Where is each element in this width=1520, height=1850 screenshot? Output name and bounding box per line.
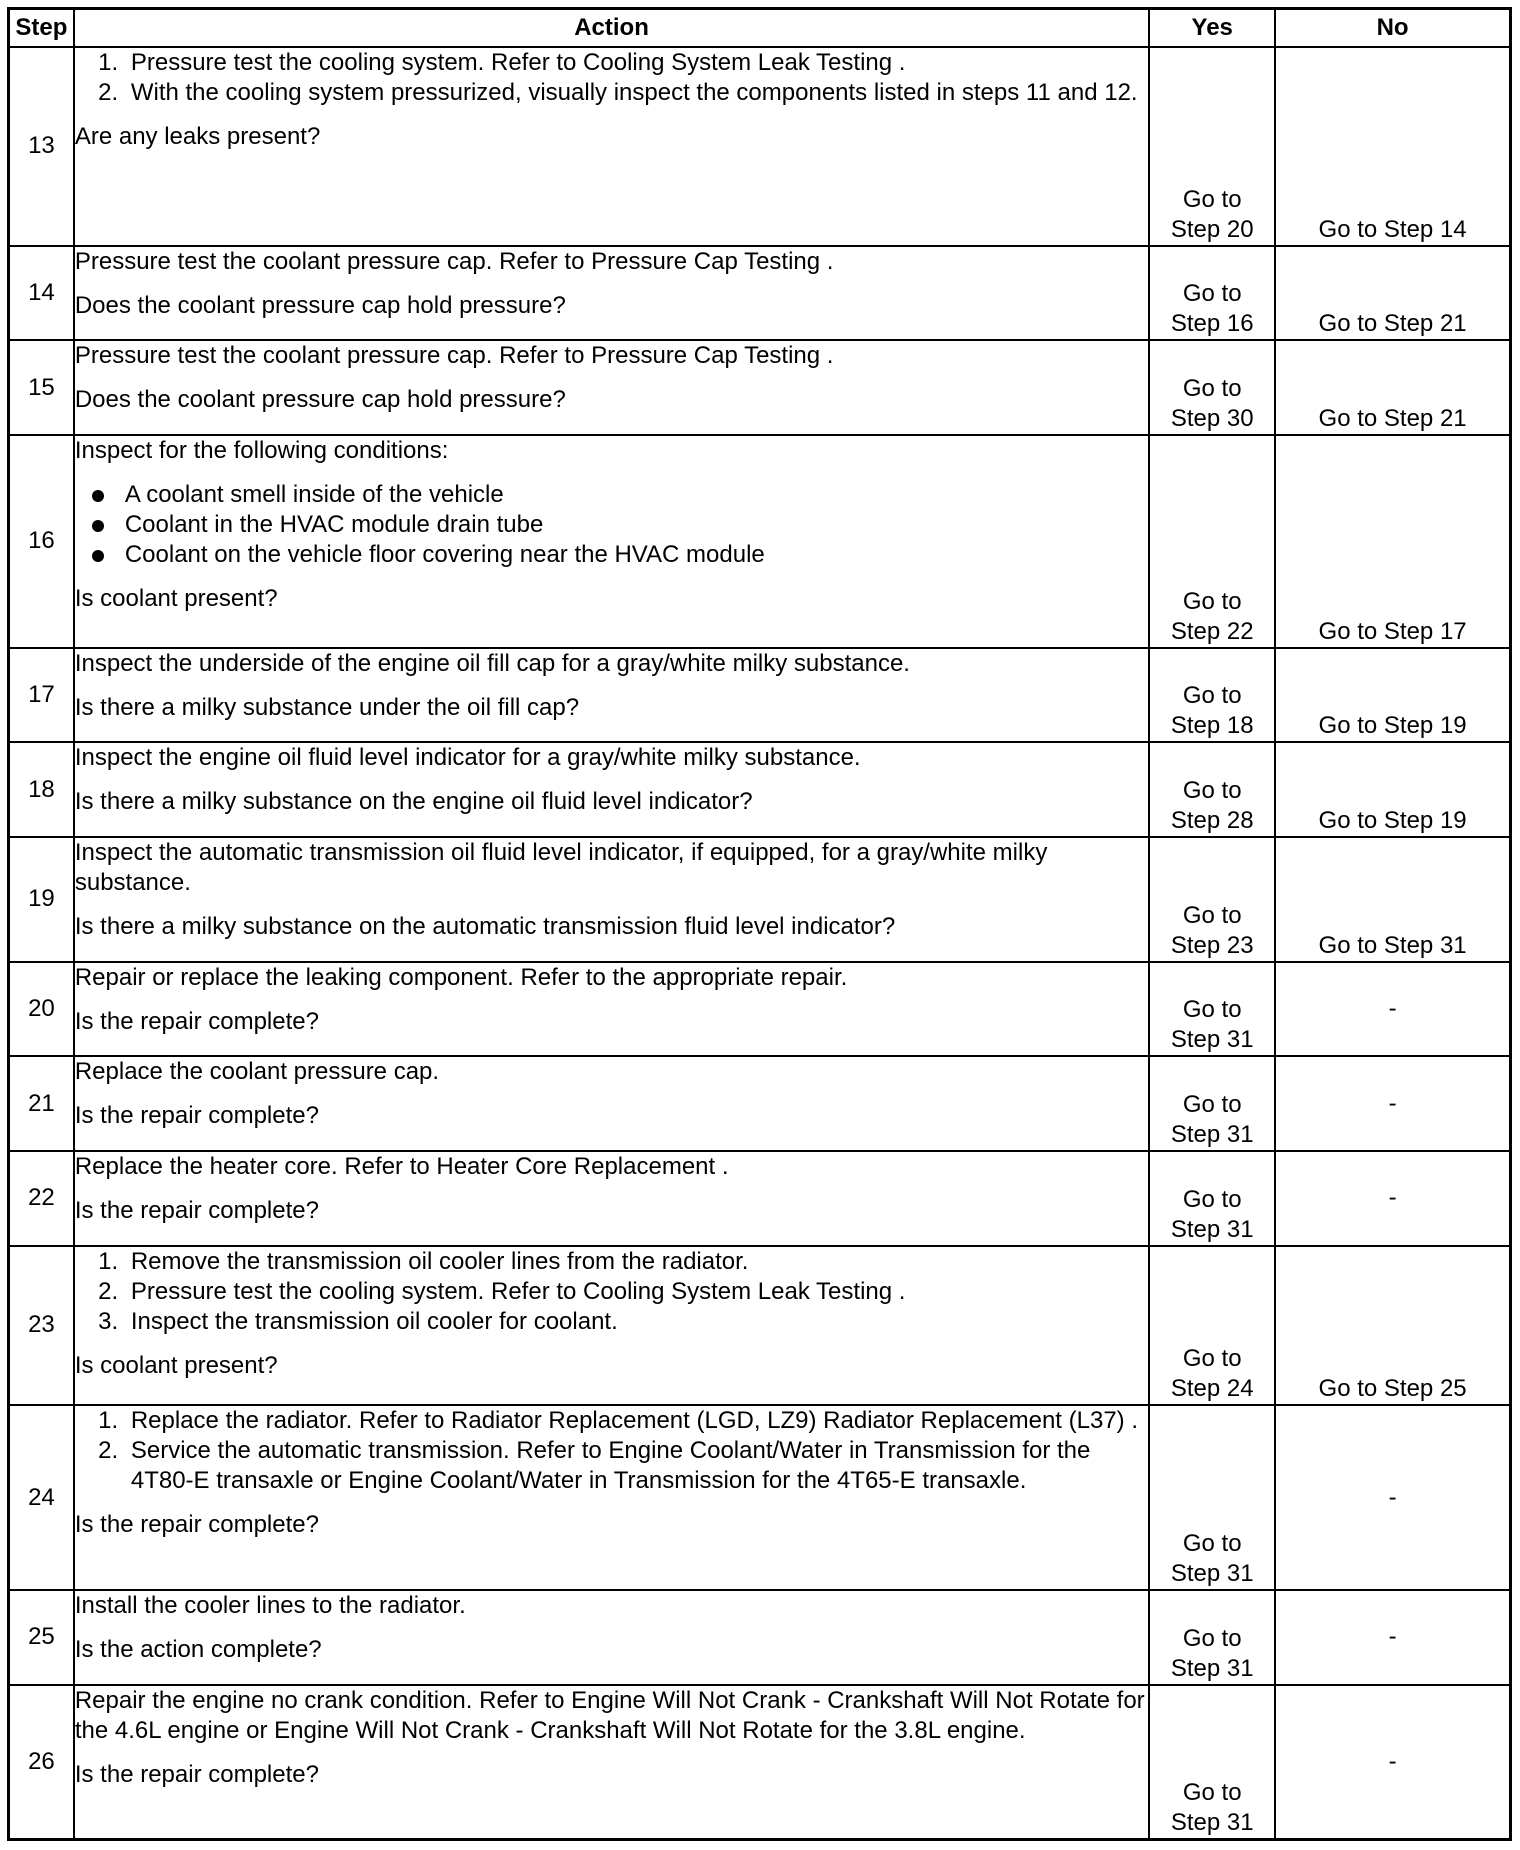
action-text: Repair or replace the leaking component. Refer to the appropriate repair.: [74, 963, 848, 991]
step-number: 15: [9, 340, 74, 435]
yes-goto-label: Go to: [1182, 375, 1242, 403]
yes-step-target: Step 31: [1170, 1809, 1254, 1836]
action-text: Inspect for the following conditions:: [74, 437, 449, 465]
action-cell: [74, 1590, 1149, 1685]
yes-cell: [1149, 1246, 1275, 1405]
numbered-step: 2. Service the automatic transmission. Refer to Engine Coolant/Water in Transmission for the 4T80-E transaxle or Engine Coolant/Water in Transmission for the 4T65-E transaxle.: [125, 1436, 1148, 1496]
action-text: Replace the heater core. Refer to Heater Core Replacement .: [74, 1153, 729, 1181]
step-number: 26: [9, 1685, 74, 1840]
yes-step-target: Step 20: [1170, 215, 1254, 243]
yes-goto-label: Go to: [1182, 1091, 1242, 1119]
yes-cell: [1149, 1590, 1275, 1685]
yes-step-target: Step 18: [1170, 712, 1254, 740]
yes-step-target: Step 31: [1170, 1654, 1254, 1682]
action-cell: [74, 246, 1149, 341]
yes-cell: [1149, 340, 1275, 435]
step-number: 16: [9, 435, 74, 648]
action-cell: [74, 435, 1149, 648]
step-number: 22: [9, 1151, 74, 1246]
action-cell: [74, 1151, 1149, 1246]
yes-step-target: Step 30: [1170, 405, 1254, 433]
yes-goto-label: Go to: [1182, 185, 1242, 213]
header-yes: Yes: [1149, 9, 1275, 48]
action-text: Repair the engine no crank condition. Refer to Engine Will Not Crank - Crankshaft Will Not Rotate for the 4.6L engine or Engine Will Not Crank - Crankshaft Will Not Rotate for the 3.8L engine.: [74, 1686, 1145, 1744]
diagnostic-table: [7, 7, 1512, 1841]
no-cell: Go to Step 17: [1275, 435, 1510, 648]
yes-goto-label: Go to: [1182, 1345, 1242, 1373]
action-question: Is the repair complete?: [74, 1760, 319, 1788]
step-number: 13: [9, 47, 74, 246]
action-question: Is coolant present?: [74, 1351, 278, 1379]
bullet-item: [125, 480, 1148, 510]
no-cell: -: [1275, 1405, 1510, 1590]
yes-goto-label: Go to: [1182, 1624, 1242, 1652]
step-number: 21: [9, 1056, 74, 1151]
header-action: Action: [74, 9, 1149, 48]
action-question: Is there a milky substance on the engine oil fluid level indicator?: [74, 788, 753, 816]
yes-cell: [1149, 1685, 1275, 1840]
yes-goto-label: Go to: [1182, 682, 1242, 710]
action-cell: [74, 648, 1149, 743]
action-text: Pressure test the coolant pressure cap. Refer to Pressure Cap Testing .: [74, 342, 834, 370]
table-row: [9, 246, 1511, 341]
yes-cell: [1149, 435, 1275, 648]
step-number: 20: [9, 962, 74, 1057]
numbered-step: 1. Remove the transmission oil cooler lines from the radiator.: [125, 1247, 1148, 1277]
action-question: Is the repair complete?: [74, 1511, 319, 1539]
yes-cell: [1149, 742, 1275, 837]
no-cell: Go to Step 21: [1275, 340, 1510, 435]
header-no: No: [1275, 9, 1510, 48]
yes-step-target: Step 31: [1170, 1026, 1254, 1054]
table-body: [9, 47, 1511, 1840]
yes-cell: [1149, 1405, 1275, 1590]
table-row: [9, 837, 1511, 962]
no-cell: Go to Step 31: [1275, 837, 1510, 962]
action-cell: [74, 47, 1149, 246]
bullet-text: Coolant in the HVAC module drain tube: [124, 511, 544, 539]
yes-goto-label: Go to: [1182, 996, 1242, 1024]
action-question: Does the coolant pressure cap hold pressure?: [74, 386, 566, 414]
action-question: Is the repair complete?: [74, 1102, 319, 1130]
yes-cell: [1149, 837, 1275, 962]
action-text: Pressure test the coolant pressure cap. Refer to Pressure Cap Testing .: [74, 247, 834, 275]
yes-goto-label: Go to: [1182, 1779, 1242, 1806]
no-cell: -: [1275, 1685, 1510, 1840]
no-cell: Go to Step 19: [1275, 742, 1510, 837]
bullet-text: A coolant smell inside of the vehicle: [124, 481, 504, 509]
numbered-step: 2. Pressure test the cooling system. Refer to Cooling System Leak Testing .: [125, 1277, 1148, 1307]
numbered-steps: [75, 1406, 1148, 1496]
yes-cell: [1149, 246, 1275, 341]
bullet-list: [75, 480, 1148, 570]
action-question: Is the repair complete?: [74, 1007, 319, 1035]
yes-goto-label: Go to: [1182, 587, 1242, 615]
action-question: Are any leaks present?: [74, 123, 321, 150]
action-text: Inspect the underside of the engine oil fill cap for a gray/white milky substance.: [74, 649, 910, 677]
yes-step-target: Step 31: [1170, 1121, 1254, 1149]
no-cell: -: [1275, 1151, 1510, 1246]
yes-goto-label: Go to: [1182, 280, 1242, 308]
numbered-steps: [75, 48, 1148, 108]
no-cell: Go to Step 25: [1275, 1246, 1510, 1405]
yes-step-target: Step 31: [1170, 1559, 1254, 1587]
yes-cell: [1149, 648, 1275, 743]
numbered-steps: [75, 1247, 1148, 1337]
numbered-step: 1. Replace the radiator. Refer to Radiator Replacement (LGD, LZ9) Radiator Replacement (L37) .: [125, 1406, 1148, 1436]
table-row: [9, 1590, 1511, 1685]
yes-goto-label: Go to: [1182, 901, 1242, 929]
numbered-step: 2. With the cooling system pressurized, visually inspect the components listed in steps 11 and 12.: [125, 78, 1148, 108]
table-row: [9, 1246, 1511, 1405]
table-row: [9, 1685, 1511, 1840]
bullet-dot-icon: [92, 520, 104, 532]
yes-goto-label: Go to: [1182, 776, 1242, 804]
action-text: Replace the coolant pressure cap.: [74, 1058, 440, 1086]
step-number: 14: [9, 246, 74, 341]
yes-step-target: Step 28: [1170, 806, 1254, 834]
no-cell: -: [1275, 1590, 1510, 1685]
action-cell: [74, 340, 1149, 435]
yes-cell: [1149, 962, 1275, 1057]
step-number: 18: [9, 742, 74, 837]
numbered-step: 1. Pressure test the cooling system. Refer to Cooling System Leak Testing .: [125, 48, 1148, 78]
action-cell: [74, 1405, 1149, 1590]
table-row: [9, 1056, 1511, 1151]
action-question: Does the coolant pressure cap hold pressure?: [74, 291, 566, 319]
action-cell: [74, 1685, 1149, 1840]
action-question: Is coolant present?: [74, 585, 278, 613]
action-cell: [74, 1056, 1149, 1151]
no-cell: -: [1275, 1056, 1510, 1151]
yes-goto-label: Go to: [1182, 1529, 1242, 1557]
yes-step-target: Step 31: [1170, 1215, 1254, 1243]
numbered-step: 3. Inspect the transmission oil cooler for coolant.: [125, 1307, 1148, 1337]
yes-cell: [1149, 1056, 1275, 1151]
action-text: Install the cooler lines to the radiator.: [74, 1591, 466, 1619]
action-question: Is the repair complete?: [74, 1197, 319, 1225]
yes-goto-label: Go to: [1182, 1185, 1242, 1213]
yes-cell: [1149, 47, 1275, 246]
step-number: 23: [9, 1246, 74, 1405]
action-text: Inspect the automatic transmission oil fluid level indicator, if equipped, for a gray/white milky substance.: [74, 838, 1048, 896]
action-cell: [74, 742, 1149, 837]
table-row: [9, 435, 1511, 648]
yes-cell: [1149, 1151, 1275, 1246]
header-step: Step: [9, 9, 74, 48]
yes-step-target: Step 16: [1170, 310, 1254, 338]
table-row: [9, 47, 1511, 246]
no-cell: Go to Step 21: [1275, 246, 1510, 341]
action-cell: [74, 837, 1149, 962]
table-row: [9, 1151, 1511, 1246]
bullet-item: [125, 510, 1148, 540]
table-row: [9, 742, 1511, 837]
step-number: 17: [9, 648, 74, 743]
table-row: [9, 340, 1511, 435]
no-cell: Go to Step 14: [1275, 47, 1510, 246]
action-question: Is the action complete?: [74, 1635, 322, 1663]
no-cell: -: [1275, 962, 1510, 1057]
bullet-dot-icon: [92, 550, 104, 562]
table-row: [9, 648, 1511, 743]
step-number: 24: [9, 1405, 74, 1590]
bullet-dot-icon: [92, 490, 104, 502]
action-question: Is there a milky substance on the automatic transmission fluid level indicator?: [74, 912, 896, 940]
yes-step-target: Step 24: [1170, 1375, 1254, 1403]
action-text: Inspect the engine oil fluid level indicator for a gray/white milky substance.: [74, 744, 861, 772]
yes-step-target: Step 22: [1170, 617, 1254, 645]
action-cell: [74, 962, 1149, 1057]
action-question: Is there a milky substance under the oil fill cap?: [74, 693, 580, 721]
step-number: 25: [9, 1590, 74, 1685]
bullet-item: [125, 540, 1148, 570]
table-row: [9, 1405, 1511, 1590]
no-cell: Go to Step 19: [1275, 648, 1510, 743]
action-cell: [74, 1246, 1149, 1405]
bullet-text: Coolant on the vehicle floor covering near the HVAC module: [124, 541, 765, 569]
step-number: 19: [9, 837, 74, 962]
table-row: [9, 962, 1511, 1057]
yes-step-target: Step 23: [1170, 931, 1254, 959]
header-row: [9, 9, 1511, 48]
